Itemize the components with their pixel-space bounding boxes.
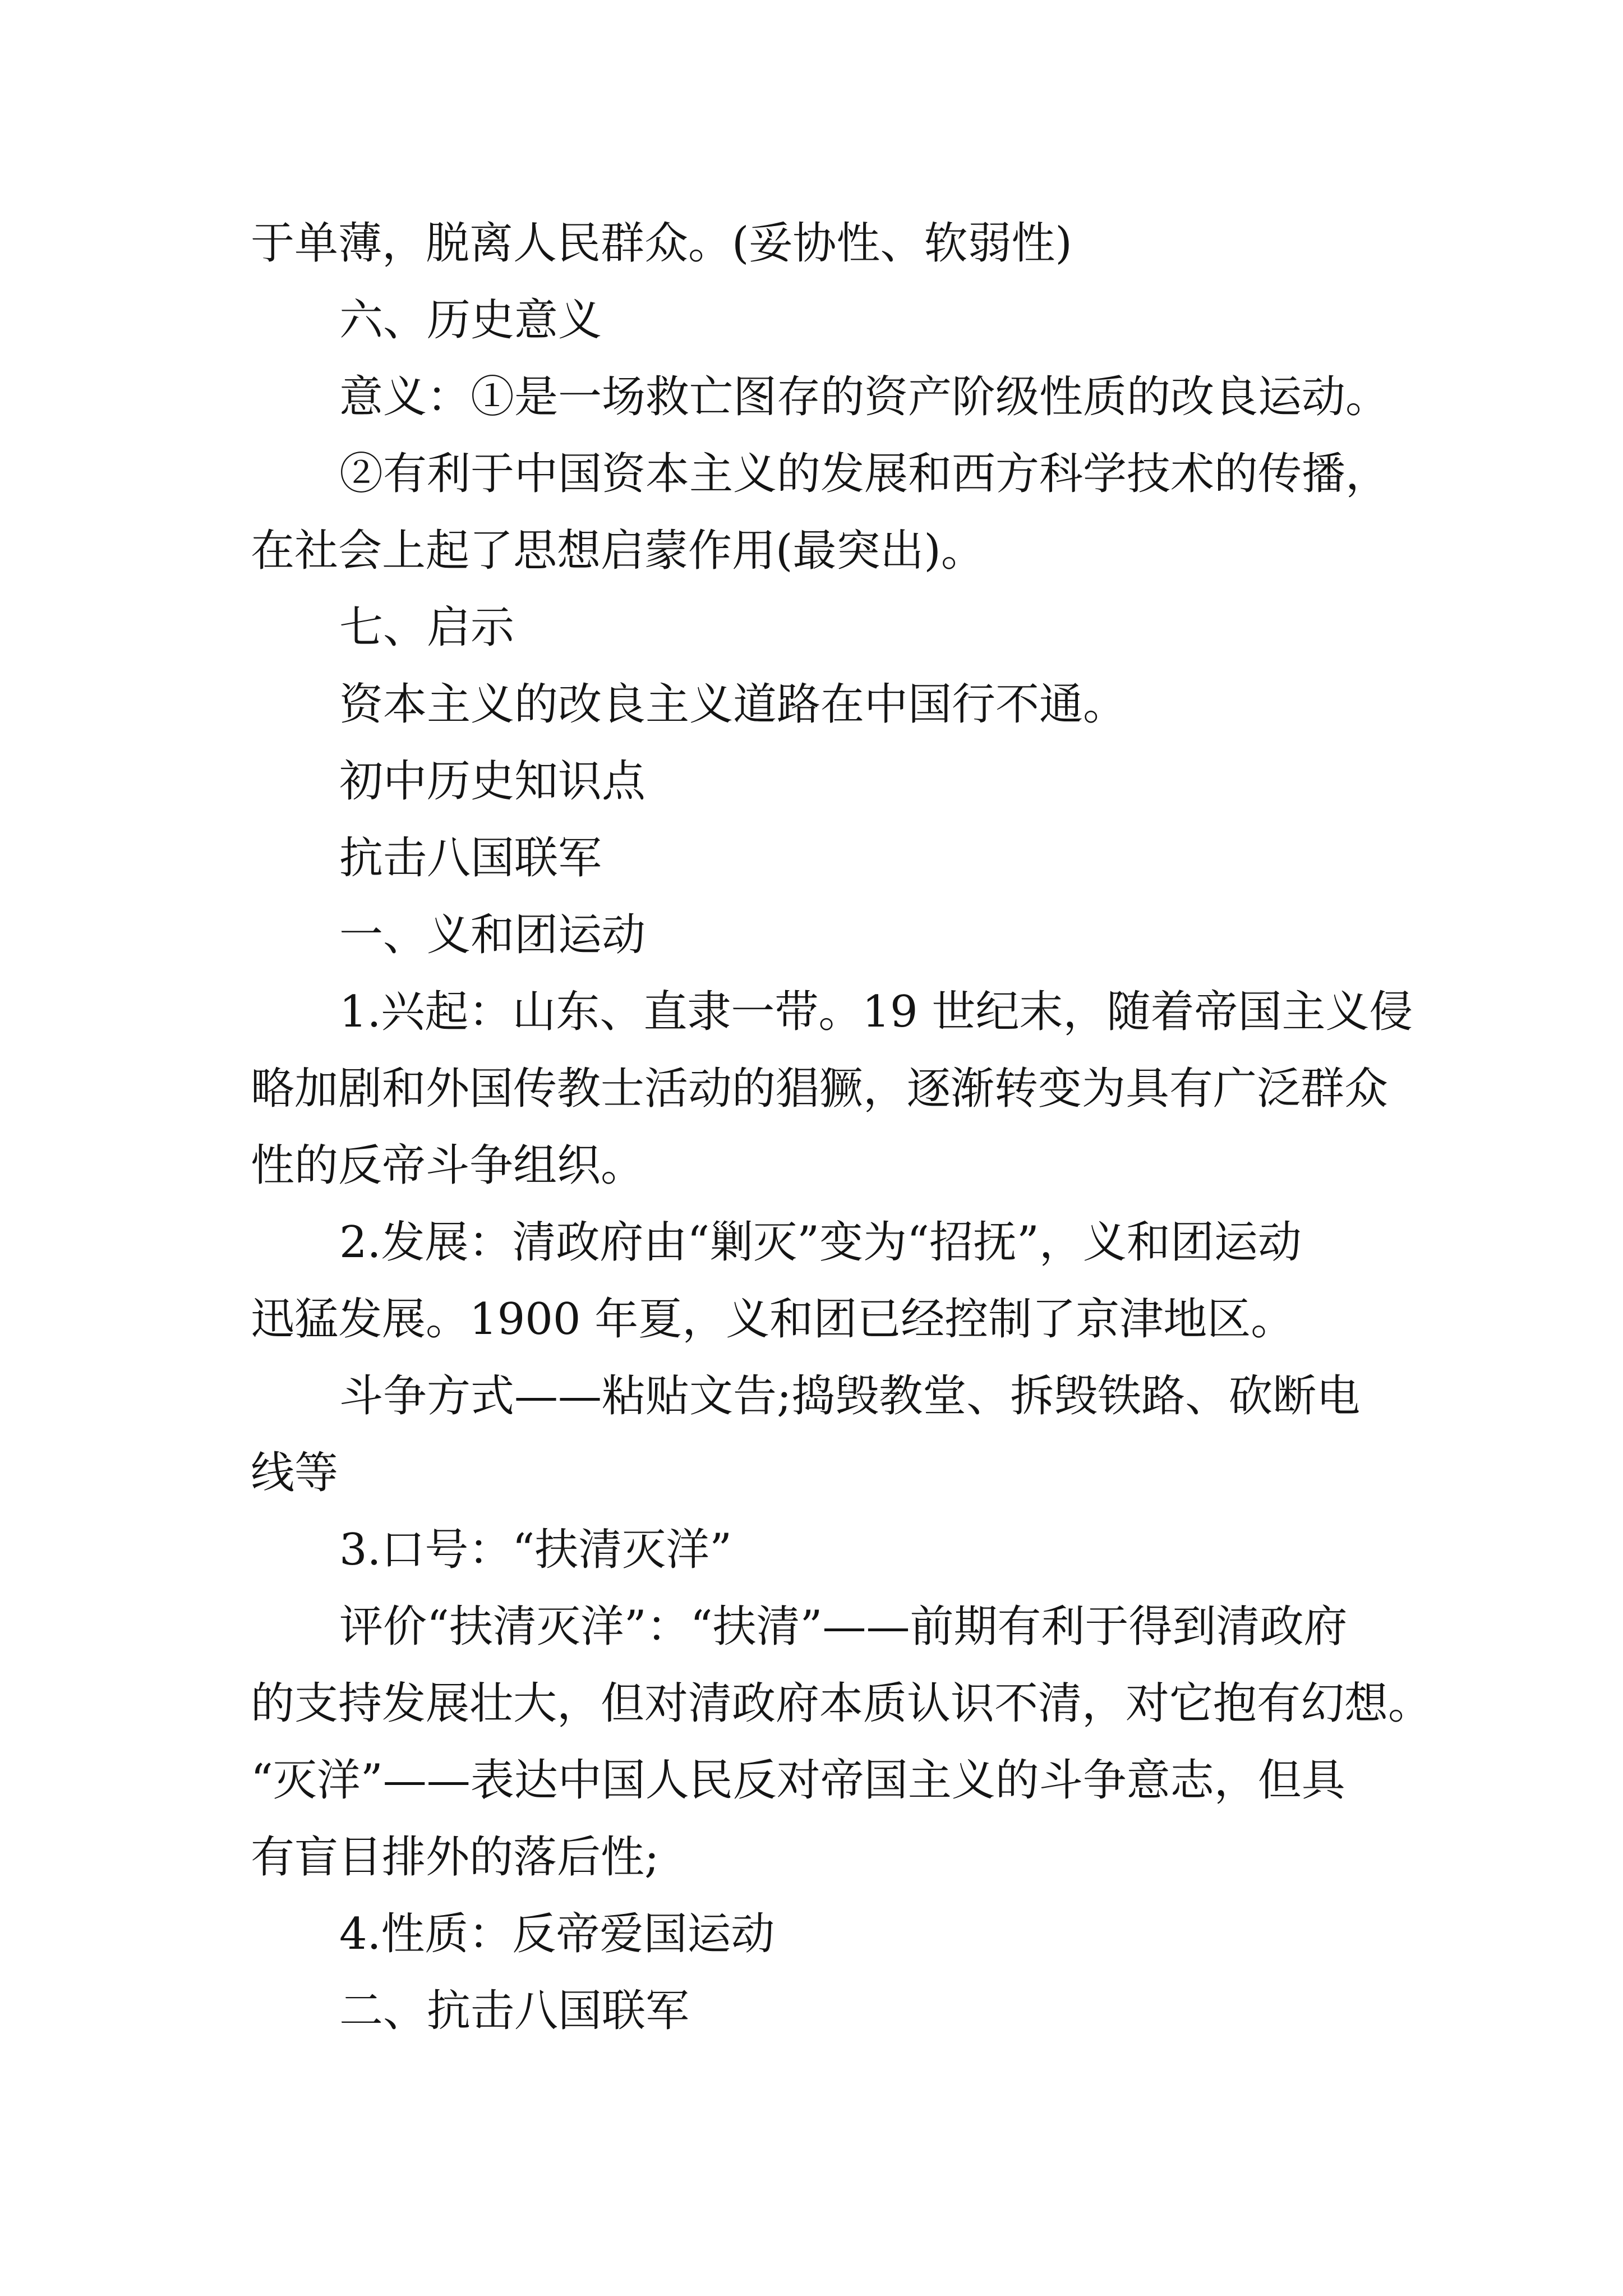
text-line: 六、历史意义 <box>339 295 602 346</box>
text-line: 斗争方式——粘贴文告;捣毁教堂、拆毁铁路、砍断电 <box>339 1371 1361 1421</box>
paragraph <box>251 1358 1451 1512</box>
text-line: 抗击八国联军 <box>339 833 602 884</box>
text-line: 于单薄，脱离人民群众。(妥协性、软弱性) <box>251 218 1072 269</box>
paragraph <box>251 1589 1451 1896</box>
section-heading <box>251 590 1451 666</box>
section-heading <box>251 282 1451 359</box>
paragraph <box>251 666 1451 743</box>
text-line: 迅猛发展。1900 年夏，义和团已经控制了京津地区。 <box>251 1294 1295 1345</box>
text-line: 3.口号：“扶清灭洋” <box>339 1525 732 1575</box>
text-line: 1.兴起：山东、直隶一带。19 世纪末，随着帝国主义侵 <box>339 987 1413 1037</box>
text-line: 4.性质：反帝爱国运动 <box>339 1909 775 1959</box>
paragraph <box>251 436 1451 590</box>
text-line: 评价“扶清灭洋”：“扶清”——前期有利于得到清政府 <box>339 1602 1348 1652</box>
topic-title <box>251 820 1451 897</box>
section-heading <box>251 897 1451 974</box>
text-line: 资本主义的改良主义道路在中国行不通。 <box>339 679 1127 730</box>
paragraph <box>251 205 1451 282</box>
text-line: 2.发展：清政府由“剿灭”变为“招抚”，义和团运动 <box>339 1217 1302 1268</box>
text-line: 七、启示 <box>339 602 515 653</box>
text-line: “灭洋”——表达中国人民反对帝国主义的斗争意志，但具 <box>251 1755 1345 1806</box>
section-heading <box>251 1973 1451 2050</box>
text-line: 意义：①是一场救亡图存的资产阶级性质的改良运动。 <box>339 372 1390 422</box>
text-line: 二、抗击八国联军 <box>339 1986 690 2036</box>
paragraph <box>251 1896 1451 1973</box>
text-line: ②有利于中国资本主义的发展和西方科学技术的传播， <box>339 449 1390 499</box>
paragraph <box>251 974 1451 1204</box>
text-line: 初中历史知识点 <box>339 756 646 807</box>
text-line: 一、义和团运动 <box>339 910 646 960</box>
text-line: 有盲目排外的落后性; <box>251 1832 660 1883</box>
text-line: 在社会上起了思想启蒙作用(最突出)。 <box>251 526 985 576</box>
text-line: 略加剧和外国传教士活动的猖獗，逐渐转变为具有广泛群众 <box>251 1064 1389 1114</box>
text-line: 线等 <box>251 1448 339 1498</box>
paragraph <box>251 359 1451 436</box>
text-line: 的支持发展壮大，但对清政府本质认识不清，对它抱有幻想。 <box>251 1678 1432 1729</box>
document-subtitle <box>251 743 1451 820</box>
text-line: 性的反帝斗争组织。 <box>251 1140 645 1191</box>
paragraph <box>251 1204 1451 1358</box>
paragraph <box>251 1512 1451 1589</box>
document-page <box>251 205 1451 2050</box>
